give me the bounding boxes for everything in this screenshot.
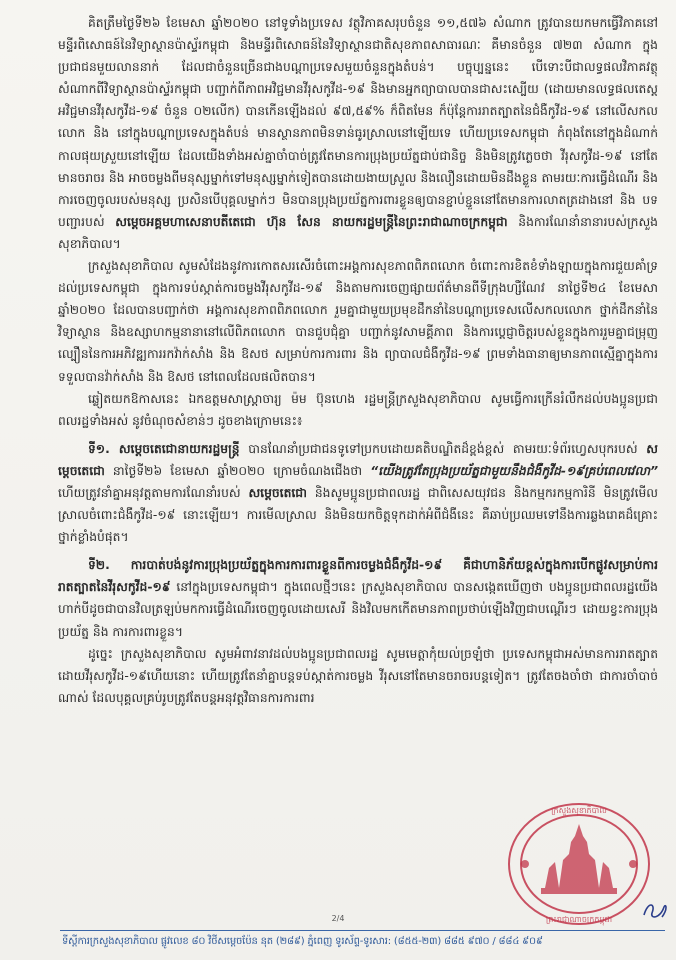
document-body: [58, 12, 658, 709]
paragraph-p1: [58, 12, 658, 255]
paragraph-p4-span-4: “យើងត្រូវតែប្រុងប្រយ័ត្នជាមួយនឹងជំងឺកូវីដ-១៩គ្រប់ពេលវេលា”: [370, 463, 658, 478]
paragraph-p2: [58, 255, 658, 388]
paragraph-p3-span-0: ឆ្លៀតយកឱកាសនេះ ឯកឧត្តមសាស្ត្រាចារ្យ ម៉ម ប៊ុនហេង រដ្ឋមន្ត្រីក្រសួងសុខាភិបាល សូមធ្វើការក្រើនរំលឹកដល់បងប្អូនប្រជាពលរដ្ឋទាំងអស់ នូវចំណុចសំខាន់ៗ ដូចខាងក្រោមនេះ៖: [58, 391, 658, 428]
paragraph-p6: [58, 643, 658, 709]
paragraph-p5-span-0: ទី២. ការបាត់បង់នូវការប្រុងប្រយ័ត្នក្នុងការការពារខ្លួនពីការចម្លងជំងឺកូវីដ-១៩ គឺជាហានិភ័យខ្ពស់ក្នុងការបើកផ្លូវសម្រាប់ការរាតត្បាតនៃវីរុសកូវីដ-១៩: [58, 558, 658, 595]
seal-text-top: ក្រសួងសុខាភិបាល: [551, 806, 607, 815]
paragraph-p4-span-7: និងសូមប្អូនប្រជាពលរដ្ឋ ជាពិសេសយុវជន និងកម្មករកម្មការិនី មិនត្រូវមើលស្រាលចំពោះជំងឺកូវីដ-១៩ នោះឡើយ។ ការមើលស្រាល និងមិនយកចិត្តទុកដាក់អំពីជំងឺនេះ គឺឆាប់ប្រឈមទៅនឹងការឆ្លងរោគដ៏គ្រោះថ្នាក់ខ្លាំងបំផុត។: [58, 485, 658, 545]
ministry-seal-icon: [505, 800, 653, 928]
footer-address: ទីស្តីការក្រសួងសុខាភិបាល ផ្លូវលេខ ៨០ វិថីសម្តេចប៉ែន នុត (២៨៩) ភ្នំពេញ ទូរស័ព្ទ-ទូរសារ: (៨៥៥-២៣) ៨៨៥ ៩៧០ / ៨៨៤ ៩០៩: [62, 936, 543, 947]
paragraph-p1-span-0: គិតត្រឹមថ្ងៃទី២៦ ខែមេសា ឆ្នាំ២០២០ នៅទូទាំងប្រទេស វត្ថុវិភាគសរុបចំនួន ១១,៥៧៦ សំណាក ត្រូវបានយកមកធ្វើវិភាគនៅមន្ទីរពិសោធន៍នៃវិទ្យាស្ថានប៉ាស្ទ័រកម្ពុជា និងមន្ទីរពិសោធន៍នៃវិទ្យាស្ថានជាតិសុខភាពសាធារណៈ គឺមានចំនួន ៧២៣ សំណាក ក្នុងប្រជាជនមួយលាននាក់ ដែលជាចំនួនច្រើនជាងបណ្តាប្រទេសមួយចំនួនក្នុងតំបន់។ បច្ចុប្បន្ននេះ បើទោះបីជាលទ្ធផលវិភាគវត្ថុសំណាកពីវិទ្យាស្ថានប៉ាស្ទ័រកម្ពុជា បញ្ជាក់ពីភាពអវិជ្ជមានវីរុសកូវីដ-១៩ និងមានអ្នកព្យាបាលបានជាសះស្បើយ (ដោយមានលទ្ធផលតេស្តអវិជ្ជមានវីរុសកូវីដ-១៩ ចំនួន ០២លើក) បានកើនឡើងដល់ ៩៧,៥៩% ក៏ពិតមែន ក៏ប៉ុន្តែការរាតត្បាតនៃជំងឺកូវីដ-១៩ នៅលើសកលលោក និង នៅក្នុងបណ្តាប្រទេសក្នុងតំបន់ មានស្ថានភាពមិនទាន់ធូរស្រាលនៅឡើយទេ ហើយប្រទេសកម្ពុជា កំពុងតែនៅក្នុងដំណាក់កាលផុយស្រួយនៅឡើយ ដែលយើងទាំងអស់គ្នាចាំបាច់ត្រូវតែមានការប្រុងប្រយ័ត្នជាប់ជានិច្ច និងមិនត្រូវភ្លេចថា វីរុសកូវីដ-១៩ នៅតែមានចរាចរ និង អាចចម្លងពីមនុស្សម្នាក់ទៅមនុស្សម្នាក់ទៀតបានដោយងាយស្រួល និងលឿនដោយមិនដឹងខ្លួន តាមរយៈការធ្វើដំណើរ និងការចេញចូលរបស់មនុស្ស ប្រសិនបើបុគ្គលម្នាក់ៗ មិនបានប្រុងប្រយ័ត្នការពារខ្លួនឲ្យបានខ្ជាប់ខ្ជួននៅតែមានការលាតត្រដាងនៅ និង បទបញ្ជារបស់: [58, 16, 658, 229]
paragraph-p4-span-1: បានណែនាំប្រជាជនទូទៅប្រកបដោយគតិបណ្ឌិតដ៏ខ្ពង់ខ្ពស់ តាមរយៈទំព័រហ្វេសបុករបស់: [239, 441, 647, 456]
paragraph-p1-span-1: សម្តេចអគ្គមហាសេនាបតីតេជោ ហ៊ុន សែន នាយករដ្ឋមន្ត្រីនៃព្រះរាជាណាចក្រកម្ពុជា: [115, 214, 508, 229]
paragraph-p4-span-2: សម្តេចតេជោ: [58, 441, 659, 478]
paragraph-p5: [58, 554, 658, 642]
page-number: 2/4: [331, 914, 345, 923]
paragraph-p2-span-0: ក្រសួងសុខាភិបាល សូមសំដែងនូវការកោតសរសើរចំពោះអង្គការសុខភាពពិភពលោក ចំពោះការខិតខំទាំងឡាយក្នុងការជួយគាំទ្រដល់ប្រទេសកម្ពុជា ក្នុងការទប់ស្កាត់ការចម្លងវីរុសកូវីដ-១៩ និងតាមការចេញផ្សាយព័ត៌មានពីទីក្រុងហ្សឺណែវ នាថ្ងៃទី២៤ ខែមេសា ឆ្នាំ២០២០ ដែលបានបញ្ជាក់ថា អង្គការសុខភាពពិភពលោក រួមគ្នាជាមួយប្រមុខដឹកនាំនៃបណ្តាប្រទេសលើសកលលោក ថ្នាក់ដឹកនាំនៃវិទ្យាស្ថាន និងឧស្សាហកម្មនានានៅលើពិភពលោក បានជួបជុំគ្នា បញ្ជាក់នូវសាមគ្គីភាព និងការប្តេជ្ញាចិត្តរបស់ខ្លួនក្នុងការរួមគ្នាជម្រុញល្បឿននៃការអភិវឌ្ឍការរកវ៉ាក់សាំង និង ឱសថ សម្រាប់ការការពារ និង ព្យាបាលជំងឺកូវីដ-១៩ ព្រមទាំងធានាឲ្យមានភាពស្មើគ្នាក្នុងការទទួលបានវ៉ាក់សាំង និង ឱសថ នៅពេលដែលផលិតបាន។: [58, 259, 658, 384]
paragraph-p4-span-0: ទី១. សម្តេចតេជោនាយករដ្ឋមន្ត្រី: [88, 441, 240, 456]
paragraph-p3: [58, 388, 658, 432]
paragraph-p5-span-1: នៅក្នុងប្រទេសកម្ពុជា។ ក្នុងពេលថ្មីៗនេះ ក្រសួងសុខាភិបាល បានសង្កេតឃើញថា បងប្អូនប្រជាពលរដ្ឋយើងហាក់បីដូចជាបានវិលត្រឡប់មកការធ្វើដំណើរចេញចូលដោយសេរី និងវិលមកកើតមានភាពប្រថាប់ឡើងវិញជាបណ្តើរៗ ដោយខ្វះការប្រុងប្រយ័ត្ន និង ការការពារខ្លួន។: [58, 580, 658, 639]
seal-text-bottom: ព្រះរាជាណាចក្រកម្ពុជា: [545, 915, 613, 924]
paragraph-p4-span-5: ហើយត្រូវនាំគ្នាអនុវត្តតាមការណែនាំរបស់: [58, 485, 249, 500]
footer-divider: [60, 930, 665, 931]
paragraph-p6-span-0: ដូច្នេះ ក្រសួងសុខាភិបាល សូមអំពាវនាវដល់បងប្អូនប្រជាពលរដ្ឋ សូមមេត្តាកុំយល់ច្រឡំថា ប្រទេសកម្ពុជាអស់មានការរាតត្បាតដោយវីរុសកូវីដ-១៩ហើយនោះ ហើយត្រូវតែនាំគ្នាបន្តទប់ស្កាត់ការចម្លង វីរុសនៅតែមានចរាចរបន្តទៀត។ ត្រូវតែចងចាំថា ជាការចាំបាច់ណាស់ ដែលបុគ្គលគ្រប់រូបត្រូវតែបន្តអនុវត្តវិធានការការពារ: [58, 646, 658, 705]
paragraph-p4-span-3: នាថ្ងៃទី២៦ ខែមេសា ឆ្នាំ២០២០ ក្រោមចំណងជើងថា: [104, 463, 371, 478]
paragraph-p1-span-2: និងការណែនាំនានារបស់ក្រសួងសុខាភិបាល។: [58, 214, 658, 251]
paragraph-p4-span-6: សម្តេចតេជោ: [248, 485, 307, 500]
paragraph-p4: [58, 438, 658, 548]
